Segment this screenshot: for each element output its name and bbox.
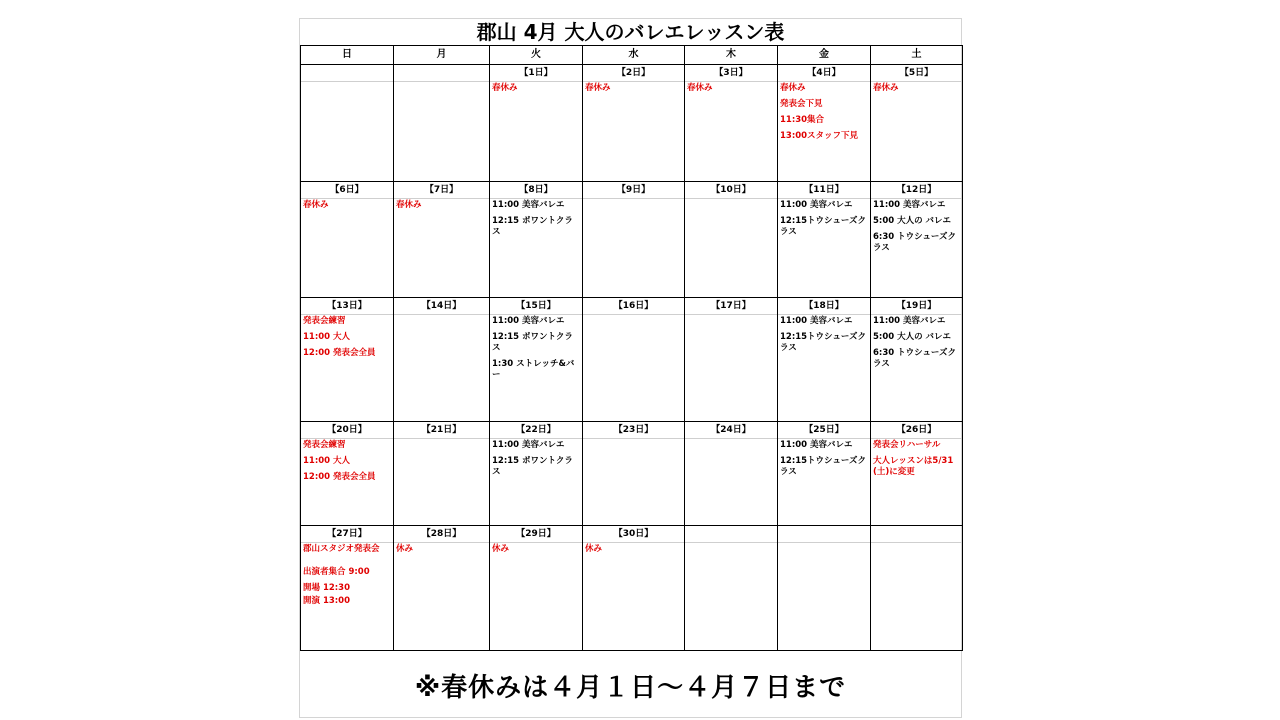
day-date-label: 【18日】 <box>778 298 870 315</box>
day-cell <box>871 298 963 422</box>
holiday-event: 発表会練習 <box>303 316 346 326</box>
day-date-label: 【12日】 <box>871 182 962 199</box>
day-cell <box>301 422 394 526</box>
holiday-event: 12:00 発表会全員 <box>303 348 376 358</box>
day-date-label: 【11日】 <box>778 182 870 199</box>
holiday-event: 大人レッスンは5/31(土)に変更 <box>873 456 954 477</box>
spring-break-note: ※春休みは４月１日～４月７日まで <box>414 673 847 703</box>
weekday-header-row <box>301 46 963 65</box>
day-date-label: 【3日】 <box>685 65 777 82</box>
day-date-label: 【9日】 <box>583 182 684 199</box>
day-cell <box>778 298 871 422</box>
day-date-label: 【7日】 <box>394 182 489 199</box>
day-date-label <box>778 526 870 543</box>
lesson-event: 12:15 ポワントクラス <box>492 332 573 353</box>
day-cell <box>301 182 394 298</box>
day-date-label: 【21日】 <box>394 422 489 439</box>
week-row <box>301 65 963 182</box>
holiday-event: 開演 13:00 <box>303 596 351 606</box>
holiday-event: 休み <box>396 544 414 554</box>
day-date-label: 【1日】 <box>490 65 582 82</box>
weekday-mon: 月 <box>394 46 490 65</box>
day-date-label: 【25日】 <box>778 422 870 439</box>
day-cell <box>583 65 685 182</box>
day-date-label: 【15日】 <box>490 298 582 315</box>
day-date-label: 【5日】 <box>871 65 962 82</box>
day-date-label: 【28日】 <box>394 526 489 543</box>
lesson-event: 11:00 美容バレエ <box>873 200 946 210</box>
day-cell <box>394 298 490 422</box>
holiday-event: 13:00スタッフ下見 <box>780 131 859 141</box>
holiday-event: 発表会練習 <box>303 440 346 450</box>
weekday-tue: 火 <box>490 46 583 65</box>
day-date-label: 【19日】 <box>871 298 962 315</box>
week-row <box>301 422 963 526</box>
lesson-event: 12:15トウシューズクラス <box>780 216 866 237</box>
day-cell <box>490 65 583 182</box>
day-cell <box>490 526 583 651</box>
day-cell <box>490 422 583 526</box>
week-row <box>301 182 963 298</box>
lesson-event: 11:00 美容バレエ <box>873 316 946 326</box>
lesson-event: 6:30 トウシューズクラス <box>873 348 957 369</box>
holiday-event: 11:00 大人 <box>303 332 351 342</box>
day-cell <box>394 182 490 298</box>
lesson-event: 11:00 美容バレエ <box>780 440 853 450</box>
day-cell <box>394 422 490 526</box>
day-date-label: 【10日】 <box>685 182 777 199</box>
lesson-event: 1:30 ストレッチ&バー <box>492 359 575 380</box>
day-cell <box>871 65 963 182</box>
weekday-sun: 日 <box>301 46 394 65</box>
schedule-sheet <box>299 18 962 718</box>
lesson-event: 5:00 大人の バレエ <box>873 332 952 342</box>
week-row <box>301 298 963 422</box>
day-cell <box>583 298 685 422</box>
calendar-table <box>300 45 963 651</box>
holiday-event: 発表会下見 <box>780 99 823 109</box>
day-cell <box>394 65 490 182</box>
holiday-event: 春休み <box>873 83 899 93</box>
holiday-event: 春休み <box>687 83 713 93</box>
weekday-thu: 木 <box>685 46 778 65</box>
day-cell <box>778 422 871 526</box>
holiday-event: 休み <box>585 544 603 554</box>
day-cell <box>778 65 871 182</box>
holiday-event: 11:00 大人 <box>303 456 351 466</box>
holiday-event: 春休み <box>585 83 611 93</box>
lesson-event: 12:15 ポワントクラス <box>492 456 573 477</box>
day-cell <box>583 422 685 526</box>
lesson-event: 12:15 ポワントクラス <box>492 216 573 237</box>
day-date-label: 【14日】 <box>394 298 489 315</box>
day-date-label: 【24日】 <box>685 422 777 439</box>
day-cell <box>685 65 778 182</box>
day-date-label: 【30日】 <box>583 526 684 543</box>
day-cell <box>871 182 963 298</box>
day-cell <box>583 182 685 298</box>
day-date-label <box>301 65 393 82</box>
day-cell <box>871 526 963 651</box>
day-date-label: 【27日】 <box>301 526 393 543</box>
day-cell <box>301 526 394 651</box>
day-cell <box>685 422 778 526</box>
day-date-label <box>685 526 777 543</box>
holiday-event: 郡山スタジオ発表会 <box>303 544 380 554</box>
holiday-event: 出演者集合 9:00 <box>303 567 370 577</box>
lesson-event: 11:00 美容バレエ <box>780 200 853 210</box>
day-cell <box>583 526 685 651</box>
weekday-wed: 水 <box>583 46 685 65</box>
lesson-event: 12:15トウシューズクラス <box>780 456 866 477</box>
holiday-event: 春休み <box>780 83 806 93</box>
lesson-event: 11:00 美容バレエ <box>492 440 565 450</box>
day-date-label: 【2日】 <box>583 65 684 82</box>
lesson-event: 11:00 美容バレエ <box>492 316 565 326</box>
day-date-label: 【17日】 <box>685 298 777 315</box>
page-title: 郡山 4月 大人のバレエレッスン表 <box>476 20 785 44</box>
day-date-label: 【26日】 <box>871 422 962 439</box>
day-date-label: 【29日】 <box>490 526 582 543</box>
day-cell <box>301 298 394 422</box>
day-date-label: 【8日】 <box>490 182 582 199</box>
holiday-event: 春休み <box>303 200 329 210</box>
day-date-label: 【16日】 <box>583 298 684 315</box>
day-date-label: 【22日】 <box>490 422 582 439</box>
day-cell <box>685 298 778 422</box>
holiday-event: 12:00 発表会全員 <box>303 472 376 482</box>
day-date-label: 【13日】 <box>301 298 393 315</box>
weekday-fri: 金 <box>778 46 871 65</box>
holiday-event: 春休み <box>492 83 518 93</box>
day-cell <box>871 422 963 526</box>
day-date-label <box>394 65 489 82</box>
week-row <box>301 526 963 651</box>
day-date-label: 【4日】 <box>778 65 870 82</box>
day-cell <box>490 298 583 422</box>
day-cell <box>778 526 871 651</box>
day-cell <box>301 65 394 182</box>
day-date-label: 【6日】 <box>301 182 393 199</box>
holiday-event: 発表会リハーサル <box>873 440 941 450</box>
holiday-event: 休み <box>492 544 510 554</box>
lesson-event: 5:00 大人の バレエ <box>873 216 952 226</box>
holiday-event: 11:30集合 <box>780 115 825 125</box>
lesson-event: 11:00 美容バレエ <box>780 316 853 326</box>
lesson-event: 6:30 トウシューズクラス <box>873 232 957 253</box>
weekday-sat: 土 <box>871 46 963 65</box>
holiday-event: 開場 12:30 <box>303 583 351 593</box>
day-cell <box>490 182 583 298</box>
lesson-event: 11:00 美容バレエ <box>492 200 565 210</box>
day-cell <box>685 526 778 651</box>
day-cell <box>685 182 778 298</box>
lesson-event: 12:15トウシューズクラス <box>780 332 866 353</box>
day-cell <box>394 526 490 651</box>
holiday-event: 春休み <box>396 200 422 210</box>
day-date-label: 【23日】 <box>583 422 684 439</box>
day-date-label <box>871 526 962 543</box>
day-cell <box>778 182 871 298</box>
day-date-label: 【20日】 <box>301 422 393 439</box>
